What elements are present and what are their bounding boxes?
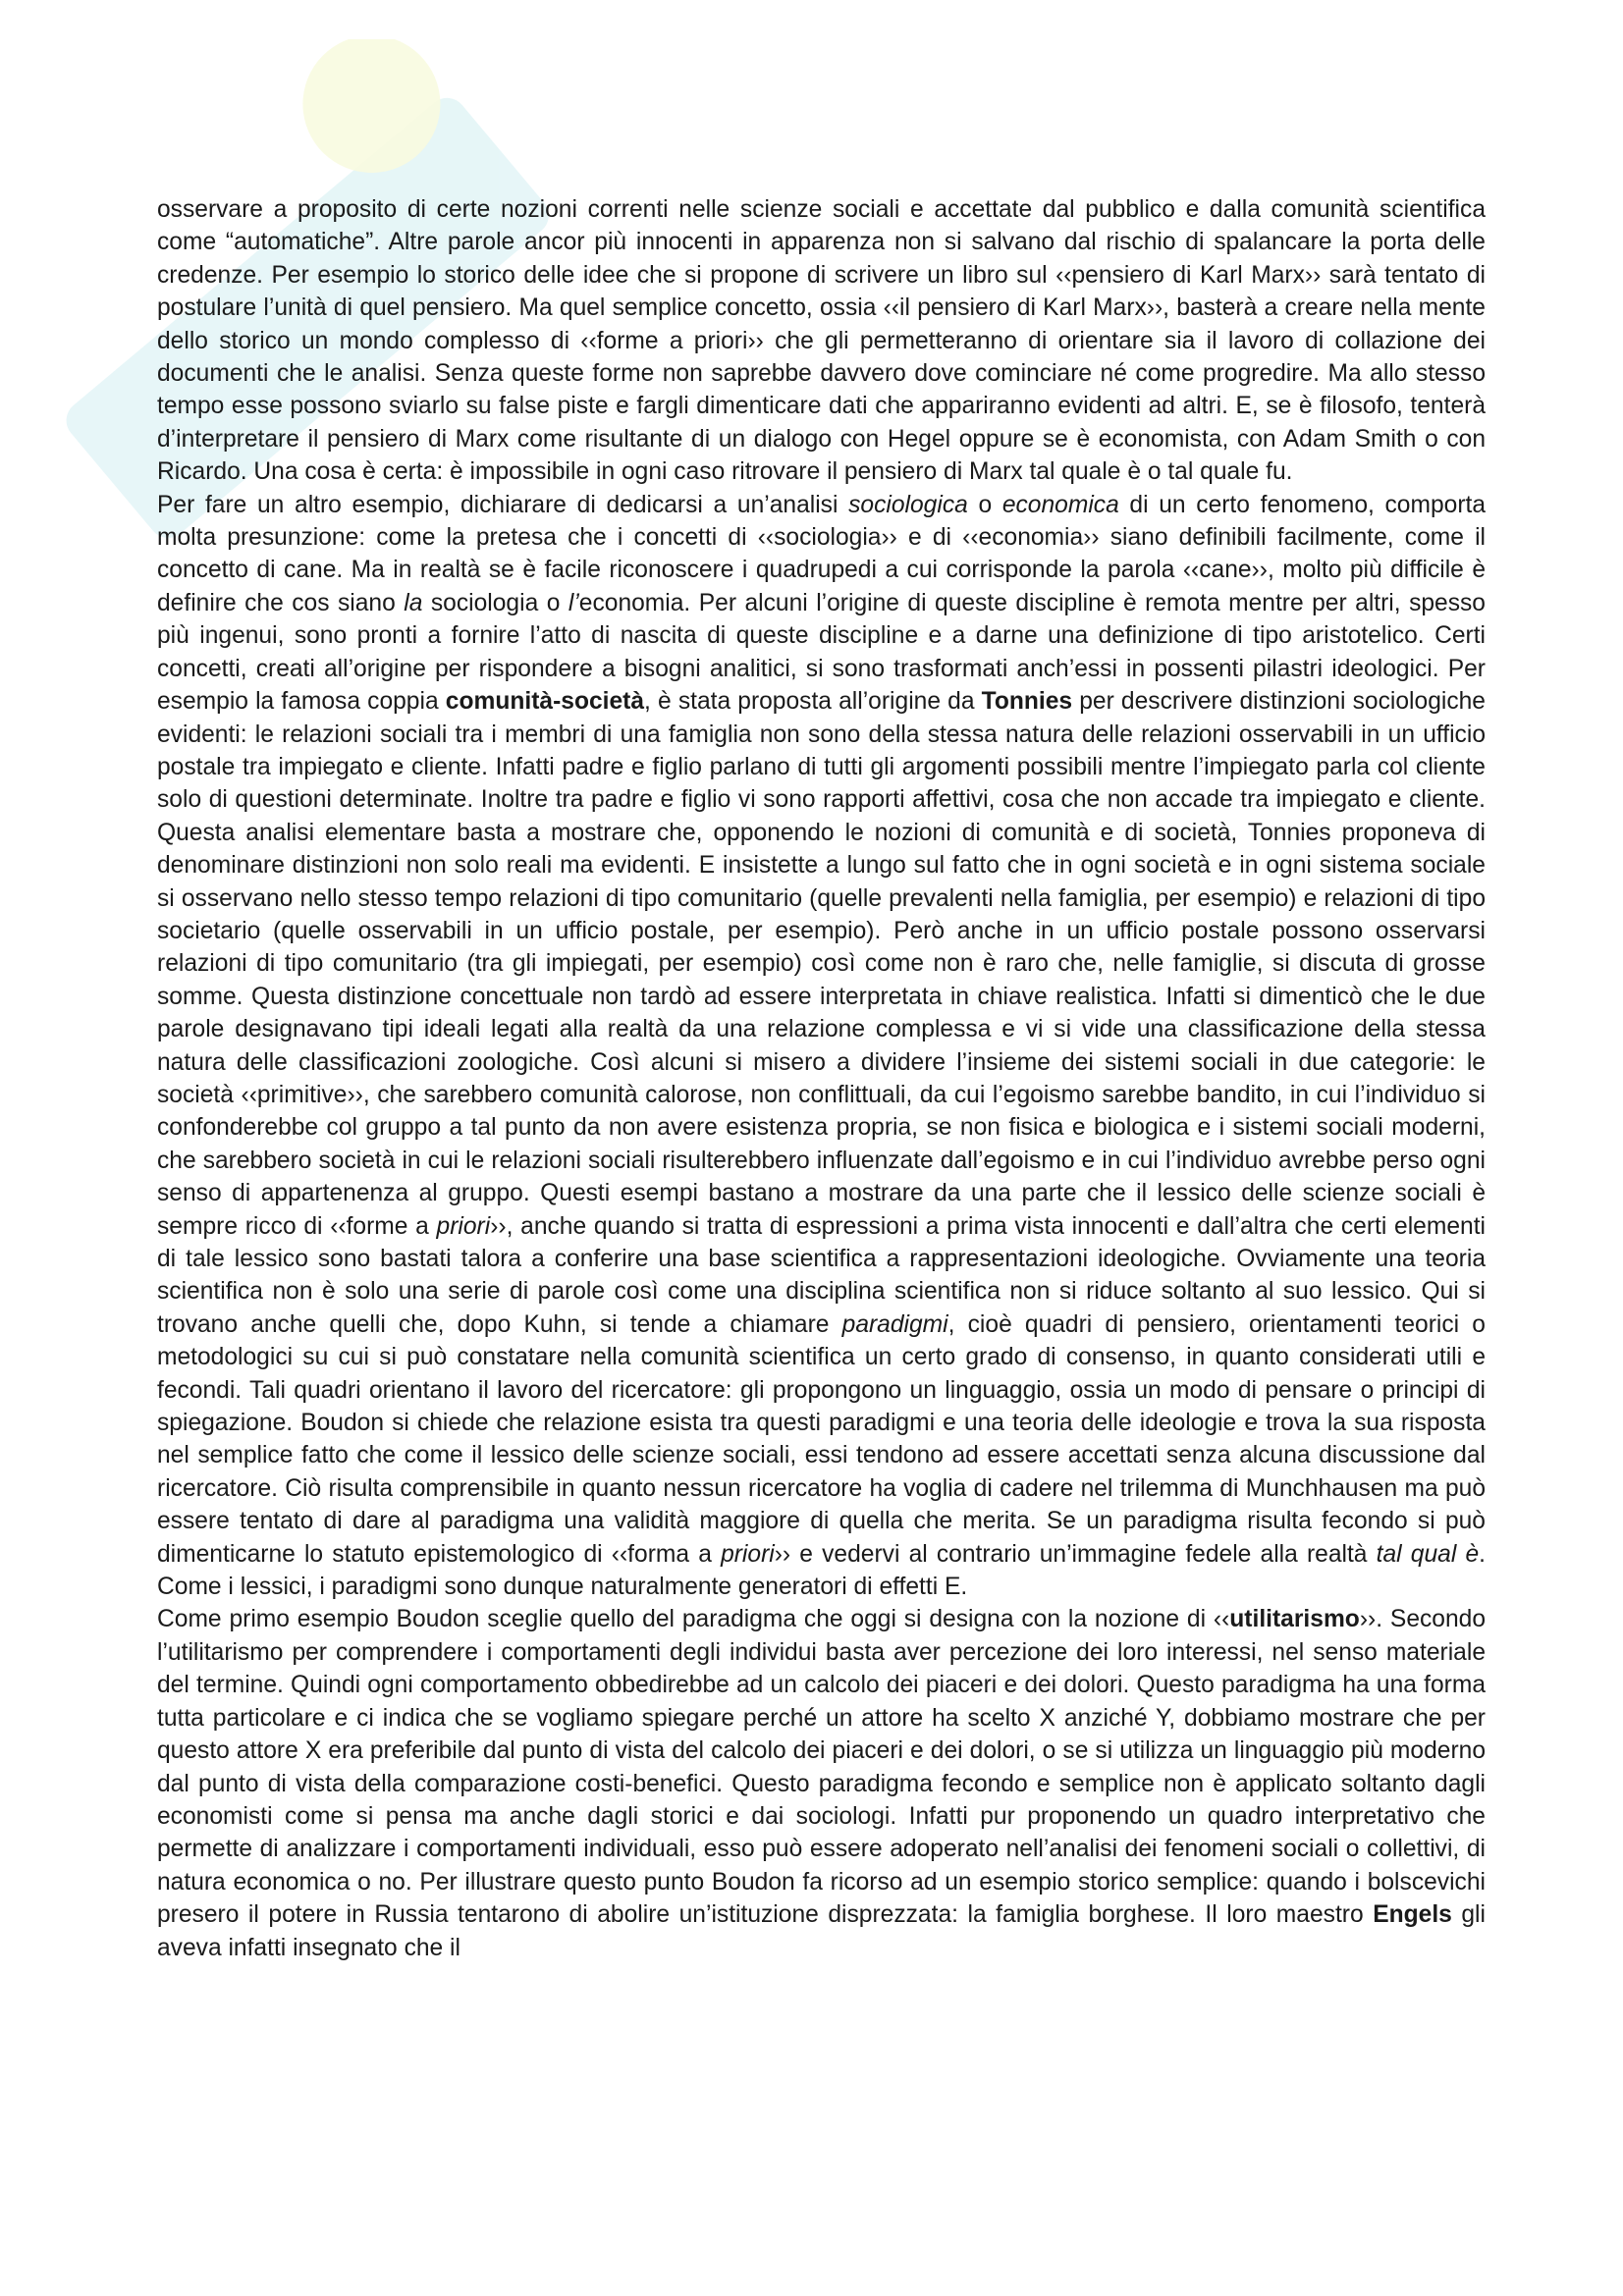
paragraph <box>157 489 1486 1604</box>
document-body <box>157 193 1486 1964</box>
text-run: Come primo esempio Boudon sceglie quello del paradigma che oggi si designa con la nozione di ‹‹ <box>157 1606 1230 1633</box>
bold-text: Tonnies <box>981 688 1073 716</box>
text-run: economia. Per alcuni l’origine di queste discipline è remota mentre per altri, spesso più ingenui, sono pronti a fornire l’atto di nascita di queste discipline e a darne una definizione di tipo aristotelico. Certi concetti, creati all’origine per rispondere a bisogni analitici, si sono trasformati anch’essi in possenti pilastri ideologici. Per esempio la famosa coppia <box>157 589 1486 716</box>
text-run: Per fare un altro esempio, dichiarare di dedicarsi a un’analisi <box>157 491 849 518</box>
text-run: ››, anche quando si tratta di espressioni a prima vista innocenti e dall’altra che certi elementi di tale lessico sono bastati talora a conferire una base scientifica a rappresentazioni ideologiche. Ovviamente una teoria scientifica non è solo una serie di parole così come una disciplina scientifica non si riduce soltanto al suo lessico. Qui si trovano anche quelli che, dopo Kuhn, si tende a chiamare <box>157 1212 1486 1338</box>
text-run: sociologia o <box>422 589 568 616</box>
text-run: osservare a proposito di certe nozioni correnti nelle scienze sociali e accettate dal pubblico e dalla comunità scientifica come “automatiche”. Altre parole ancor più innocenti in apparenza non si salvano dal rischio di spalancare la porta delle credenze. Per esempio lo storico delle idee che si propone di scrivere un libro sul ‹‹pensiero di Karl Marx›› sarà tentato di postulare l’unità di quel pensiero. Ma quel semplice concetto, ossia ‹‹il pensiero di Karl Marx››, basterà a creare nella mente dello storico un mondo complesso di ‹‹forme a priori›› che gli permetteranno di orientare sia il lavoro di collazione dei documenti che le analisi. Senza queste forme non saprebbe davvero dove cominciare né come progredire. Ma allo stesso tempo esse possono sviarlo su false piste e fargli dimenticare dati che appariranno evidenti ad altri. E, se è filosofo, tenterà d’interpretare il pensiero di Marx come risultante di un dialogo con Hegel oppure se è economista, con Adam Smith o con Ricardo. Una cosa è certa: è impossibile in ogni caso ritrovare il pensiero di Marx tal quale è o tal quale fu. <box>157 196 1486 486</box>
watermark-badge <box>275 39 468 201</box>
text-run: ›› e vedervi al contrario un’immagine fedele alla realtà <box>774 1540 1377 1568</box>
italic-text: l’ <box>568 589 579 616</box>
bold-text: Engels <box>1373 1901 1452 1929</box>
italic-text: economica <box>1001 491 1119 518</box>
italic-text: tal qual è <box>1376 1540 1480 1568</box>
text-run: di un certo fenomeno, comporta molta presunzione: come la pretesa che i concetti di ‹‹sociologia›› e di ‹‹economia›› siano definibili facilmente, come il concetto di cane. Ma in realtà se è facile riconoscere i quadrupedi a cui corrisponde la parola ‹‹cane››, molto più difficile è definire che cos siano <box>157 491 1487 616</box>
paragraph <box>157 193 1486 489</box>
text-run: ››. Secondo l’utilitarismo per comprendere i comportamenti degli individui basta aver percezione dei loro interessi, nel senso materiale del termine. Quindi ogni comportamento obbedirebbe ad un calcolo dei piaceri e dei dolori. Questo paradigma ha una forma tutta particolare e ci indica che se vogliamo spiegare perché un attore ha scelto X anziché Y, dobbiamo mostrare che per questo attore X era preferibile dal punto di vista del calcolo dei piaceri e dei dolori, o se si utilizza un linguaggio più moderno dal punto di vista della comparazione costi-benefici. Questo paradigma fecondo e semplice non è applicato soltanto dagli economisti come si pensa ma anche dagli storici e dai sociologi. Infatti pur proponendo un quadro interpretativo che permette di analizzare i comportamenti individuali, esso può essere adoperato nell’analisi dei fenomeni sociali o collettivi, di natura economica o no. Per illustrare questo punto Boudon fa ricorso ad un esempio storico semplice: quando i bolscevichi presero il potere in Russia tentarono di abolire un’istituzione disprezzata: la famiglia borghese. Il loro maestro <box>157 1606 1487 1929</box>
italic-text: priori <box>721 1540 775 1568</box>
paragraph <box>157 1603 1486 1963</box>
italic-text: paradigmi <box>841 1310 948 1338</box>
text-run: , cioè quadri di pensiero, orientamenti teorici o metodologici su cui si può constatare nella comunità scientifica un certo grado di consenso, in quanto considerati utili e fecondi. Tali quadri orientano il lavoro del ricercatore: gli propongono un linguaggio, ossia un modo di pensare o principi di spiegazione. Boudon si chiede che relazione esista tra questi paradigmi e una teoria delle ideologie e trova la sua risposta nel semplice fatto che come il lessico delle scienze sociali, essi tendono ad essere accettati senza alcuna discussione dal ricercatore. Ciò risulta comprensibile in quanto nessun ricercatore ha voglia di cadere nel trilemma di Munchhausen ma può essere tentato di dare al paradigma una validità maggiore di quella che merita. Se un paradigma risulta fecondo si può dimenticarne lo statuto epistemologico di ‹‹forma a <box>157 1310 1486 1568</box>
bold-text: comunità-società <box>445 688 645 716</box>
italic-text: la <box>404 589 423 616</box>
text-run: gli aveva infatti insegnato che il <box>157 1901 1486 1961</box>
text-run: per descrivere distinzioni sociologiche evidenti: le relazioni sociali tra i membri di una famiglia non sono della stessa natura delle relazioni osservabili in un ufficio postale tra impiegato e cliente. Infatti padre e figlio parlano di tutti gli argomenti possibili mentre l’impiegato parla col cliente solo di questioni determinate. Inoltre tra padre e figlio vi sono rapporti affettivi, cosa che non accade tra impiegato e cliente. Questa analisi elementare basta a mostrare che, opponendo le nozioni di comunità e di società, Tonnies proponeva di denominare distinzioni non solo reali ma evidenti. E insistette a lungo sul fatto che in ogni società e in ogni sistema sociale si osservano nello stesso tempo relazioni di tipo comunitario (quelle prevalenti nella famiglia, per esempio) e relazioni di tipo societario (quelle osservabili in un ufficio postale, per esempio). Però anche in un ufficio postale possono osservarsi relazioni di tipo comunitario (tra gli impiegati, per esempio) così come non è raro che, nelle famiglie, si discuta di grosse somme. Questa distinzione concettuale non tardò ad essere interpretata in chiave realistica. Infatti si dimenticò che le due parole designavano tipi ideali legati alla realtà da una relazione complessa e vi si vide una classificazione della stessa natura delle classificazioni zoologiche. Così alcuni si misero a dividere l’insieme dei sistemi sociali in due categorie: le società ‹‹primitive››, che sarebbero comunità calorose, non conflittuali, da cui l’egoismo sarebbe bandito, in cui l’individuo si confonderebbe col gruppo a tal punto da non avere esistenza propria, se non fisica e biologica e i sistemi sociali moderni, che sarebbero società in cui le relazioni sociali risulterebbero influenzate dall’egoismo e in cui l’individuo avrebbe perso ogni senso di appartenenza al gruppo. Questi esempi bastano a mostrare da una parte che il lessico delle scienze sociali è sempre ricco di ‹‹forme a <box>157 688 1486 1240</box>
bold-text: utilitarismo <box>1229 1606 1360 1633</box>
text-run: , è stata proposta all’origine da <box>644 688 982 716</box>
italic-text: sociologica <box>848 491 968 518</box>
text-run: . Come i lessici, i paradigmi sono dunque naturalmente generatori di effetti E. <box>157 1540 1486 1601</box>
italic-text: priori <box>436 1212 491 1240</box>
text-run: o <box>967 491 1002 518</box>
